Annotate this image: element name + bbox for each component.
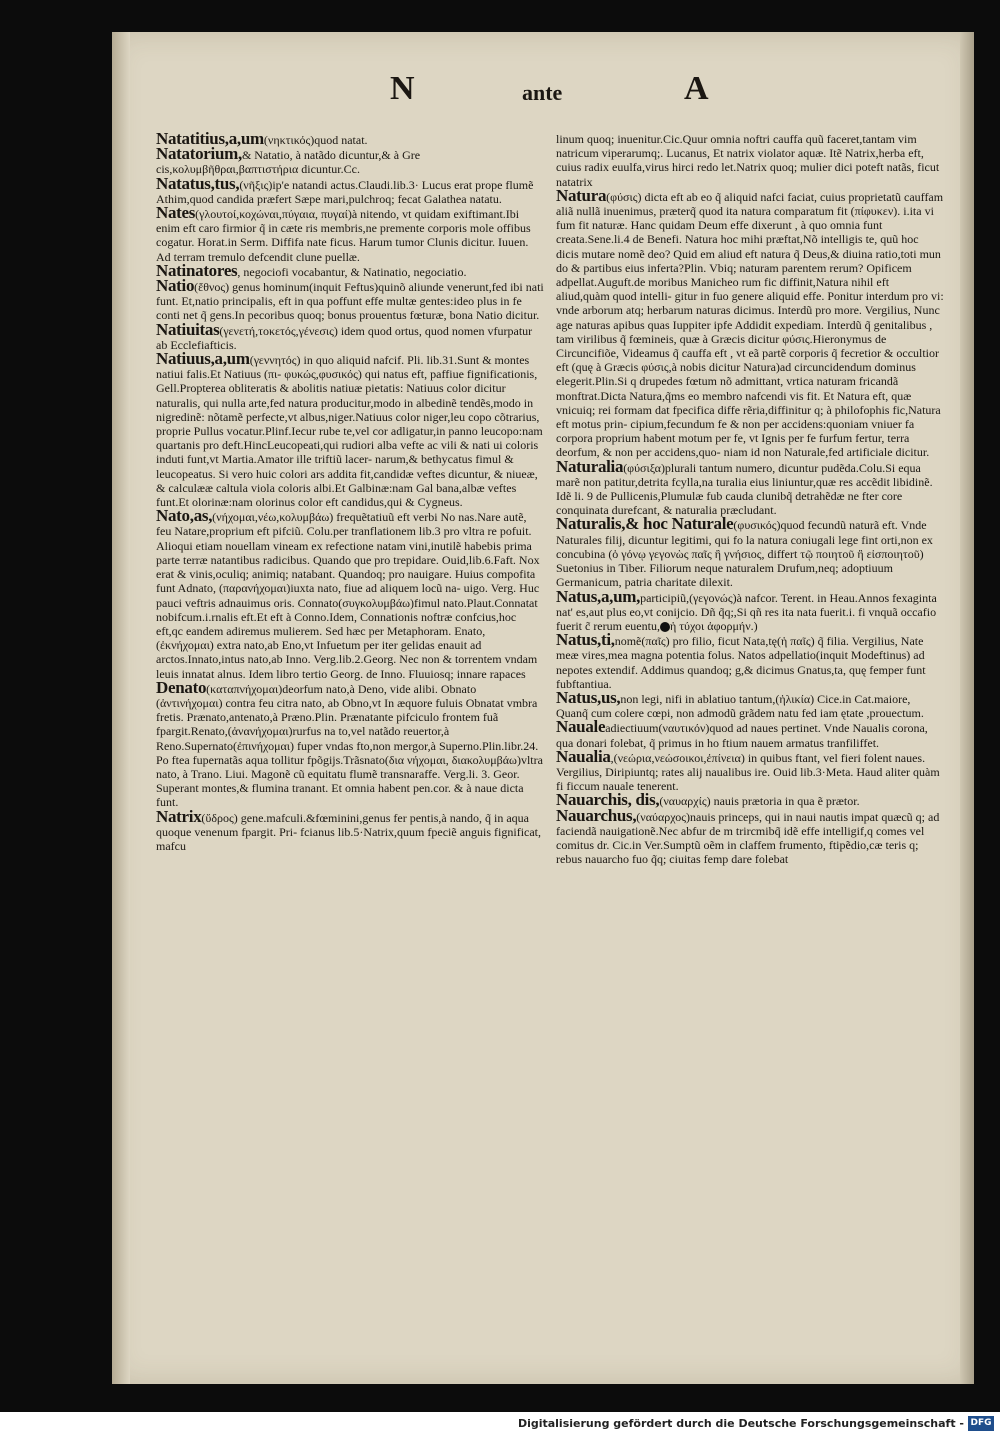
entry-headword: Natatus,tus, — [156, 173, 240, 193]
entry-text: (ναυαρχίς) nauis prætoria in qua ẽ prætor. — [659, 794, 860, 809]
entry-headword: Naturalis,& hoc Naturale — [556, 514, 734, 534]
entry-text: (καταπνήχομαι)deorfum nato,à Deno, vide alibi. Obnato (ἀντινήχομαι) contra feu citra nato, ab Obno,vt In æquore fuluis Obnatat vmbra fretis. Prænato,antenato,à Præno.Plin. Prænatante pifciculo frontem fuã fpargit.Renato,(ἀνανήχομαι)rurfus na to,vel natãdo reuertor,à Reno.Supernato(ἐπινήχομαι) fuper vndas fto,non mergor,à Superno.Plin.libr.24. Po ftea fupernatãs aqua tollitur fpõgijs.Trãsnato(δια νήχομαι, διακολυμβάω)vltra nato, à Trano. Liui. Magonẽ cũ equitatu flumẽ transnaraffe. Verg.li. 3. Geor. Superant montes,& flumina tranant. Et omnia habent pen.cor. & à naue dicta funt. — [156, 681, 543, 810]
entry-text: nomẽ(παῖς) pro filio, ficut Nata,tę(ἡ παῖς) q̃ filia. Vergilius, Nate meæ vires,mea magna potentia folus. Natos adpellatio(inquit Modeftinus) ad nepotes extendif. Addimus quandoq; g,& dicimus Gnatus,ta, quę femper funt fubftantiua. — [556, 634, 926, 691]
header-left-letter: N — [390, 70, 415, 107]
entry-headword: Natiuus,a,um — [156, 349, 250, 369]
dictionary-entry — [556, 586, 944, 634]
entry-headword: Naualia — [556, 746, 611, 766]
entry-text: & Natatio, à natãdo dicuntur,& à Gre cis,κολυμβῆθραι,βαπτιστήρια dicuntur.Cc. — [156, 148, 421, 177]
header-center-word: ante — [522, 80, 563, 105]
right-column — [556, 132, 944, 1292]
entry-text: (ναύαρχος)nauis princeps, qui in naui nautis impat quæcũ q; ad faciendã nauigationẽ.Nec abfur de m trircmibq̃ idẽ effe intelligif,q comes vel comitus dr. Cic.in Ver.Sumptũ oẽm in claffem frumento, ftipẽdio,cæ teris q; rebus nauarcho fuo q̃q; ciuitas femp dare folebat — [556, 809, 940, 867]
entry-headword: Denato — [156, 677, 207, 697]
entry-text: linum quoq; inuenitur.Cic.Quur omnia noftri cauffa quũ faceret,tantam vim natricum viperarumq;. Lucanus, Et natrix violator aquæ. Itẽ Natrix,herba eft, cuius radix euulfa,virus hirci redo let.Natrix quoq; mulier dici poteft natãs, ficut natatrix — [556, 132, 940, 189]
entry-text: (ἔθνος) genus hominum(inquit Feftus)quinõ aliunde venerunt,fed ibi nati funt. Et,natio principalis, eft in qua poffunt effe multæ gentes:ideo plus in fe conti net q̃ gens.In pecoribus quoq; bonus prouentus fœturæ, bona Natio dicitur. — [156, 280, 544, 323]
dictionary-entry — [556, 630, 944, 691]
entry-text: ,(νεώρια,νεώσοικοι,ἐπίνεια) in quibus ftant, vel fieri folent naues. Vergilius, Diripiuntq; rates alij naualibus ire. Ouid lib.3·Meta. Haud aliter quàm fi ficcum nauale tenerent. — [556, 750, 940, 794]
header-right-letter: A — [684, 70, 709, 107]
footer-bar — [0, 1412, 1000, 1435]
entry-text: participiũ,(γεγονώς)à nafcor. Terent. in Heau.Annos fexaginta nat' es,aut plus eo,vt conijcio. Dñ q̃q;,Si qñ res ita nata fuerit.i. fi vnquã occafio fuerit c̃ rerum euentu, — [556, 590, 937, 633]
footer-credit: Digitalisierung gefördert durch die Deutsche Forschungsgemeinschaft - — [517, 1417, 964, 1430]
entry-text: (φυσικός)quod fecundũ naturã eft. Vnde Naturales filij, dicuntur legitimi, qui fo la natura coniugali lege fint orti,non ex concubina (ὁ γόνῳ γεγονὼς παῖς ἢ γνήσιος, differt τῷ ποιητοῦ ἢ εἰσποιητοῦ) Suetonius in Tiber. Filiorum neque naturalem Drufum,neq; adoptiuum Germanicum, patria charitate dilexit. — [556, 518, 933, 590]
dictionary-entry — [556, 805, 944, 867]
entry-headword: Nauarchis, dis, — [556, 790, 660, 810]
entry-text: (ὕδρος) gene.mafculi.&fœminini,genus fer pentis,à nando, q̃ in aqua quoque venenum fpargit. Pri- fcianus lib.5·Natrix,quum fpeciẽ anguis fignificat, mafcu — [156, 810, 542, 853]
dictionary-entry — [156, 173, 544, 206]
entry-text: (φύσιξα)plurali tantum numero, dicuntur pudẽda.Colu.Si equa marẽ non patitur,detrita fcylla,na turalia eius liniuntur,quæ res accẽdit libidinẽ. Idẽ li. 9 de Pullicenis,Plumulæ fub cauda clunibq̃ detrahẽdæ ne fter core conquinata durefcant, & naturalia præcludant. — [556, 460, 933, 518]
entry-text: (νηκτικός)quod natat. — [263, 133, 368, 147]
entry-headword: Natura — [556, 185, 607, 205]
entry-headword: Natiuitas — [156, 319, 220, 339]
dictionary-entry — [156, 506, 544, 681]
entry-text: adiectiuum(ναυτικόν)quod ad naues pertinet. Vnde Naualis corona, qua donari folebat, q̃ primus in ho ftium nauem armatus tranfiliffet. — [556, 721, 928, 750]
dictionary-entry — [156, 260, 544, 280]
entry-headword: Natus,us, — [556, 687, 621, 707]
entry-headword: Nato,as, — [156, 506, 213, 526]
entry-text-tail: ἡ τύχοι ἀφορμήν.) — [669, 618, 758, 633]
dictionary-entry — [156, 276, 544, 323]
dictionary-entry — [556, 132, 944, 189]
dictionary-entry — [556, 717, 944, 750]
entry-text: (γλουτοί,κοχώναι,πύγαια, πυγαί)à nitendo, vt quidam exiftimant.Ibi enim eft caro firmior q̃ in cæte ris membris,ne premente corporis mole offibus cogatur. Horat.in Serm. Diffifa nate ficus. Harum tumor Clunis dicitur. Iuuen. Ad terram tremulo defcendit clune puellæ. — [156, 207, 531, 264]
page-edge — [960, 32, 974, 1384]
dictionary-entry — [156, 144, 544, 177]
dictionary-entry — [156, 319, 544, 352]
dictionary-entry — [156, 677, 544, 810]
entry-headword: Nauarchus, — [556, 805, 637, 825]
ink-blot-icon — [660, 622, 670, 632]
running-header — [112, 70, 974, 110]
entry-headword: Natio — [156, 276, 195, 296]
entry-text: non legi, nifi in ablatiuo tantum,(ἡλικία) Cice.in Cat.maiore, Quanq̃ cum colere cœpi, non admodũ grãdem natu fed iam ętate ,prouectum. — [556, 691, 924, 721]
entry-headword: Natus,ti, — [556, 630, 615, 650]
entry-headword: Natinatores — [156, 260, 238, 280]
entry-text: (γενετή,τοκετός,γένεσις) idem quod ortus, quod nomen vfurpatur ab Ecclefiafticis. — [156, 323, 533, 352]
entry-headword: Nates — [156, 203, 196, 223]
dictionary-entry — [556, 185, 944, 460]
dfg-logo-icon: DFG — [968, 1416, 994, 1431]
entry-headword: Nauale — [556, 717, 606, 737]
entry-headword: Natus,a,um, — [556, 586, 641, 606]
dictionary-entry — [556, 456, 944, 518]
dictionary-entry — [156, 806, 544, 854]
entry-headword: Natatitius,a,um — [156, 132, 264, 148]
dictionary-entry — [156, 349, 544, 510]
entry-text: (φύσις) dicta eft ab eo q̃ aliquid nafci faciat, cuius proprietatũ cauffam aliã nullã inuenimus, præterq̃ quod ita natura comparatum fit (πίφυκεν). i.ita vi fum fit naturæ. Hanc quidam Deum effe dixerunt , à quo omnia funt creata.Sene.li.4 de Benefi. Natura hoc mihi præftat,Nõ intelligis te, quũ hoc dicis mutare nomẽ deo? Quid em aliud eft natura q̃ Deus,& diuina ratio,toti mun do & partibus eius inferta?Plin. Vbiq; naturam parentem rerum? Opificem adpellat.Auguft.de moribus Manicheo rum fic diffinit,Natura nihil eft aliud,quàm quod intelli- gitur in fuo genere aliquid effe. Ponitur interdum pro vi: vnde arborum atq; herbarum naturas dicimus. Interdũ pro more. Vergilius, Nunc age naturas apibus quas Iuppiter ipfe Addidit expediam. Interdũ q̃ genitalibus , tam virilibus q̃ fœmineis, quæ à Græcis dicitur φύσις.Hieronymus de Circuncifiõe, Videamus q̃ cauffa eft , vt eã partẽ corporis q̃ fecretior & occultior eft (quę à Græcis φύσις,à nobis dicitur Natura)ad circuncidendum dominus elegerit.Plin.Si q drupedes fœtum nõ admittant, vrtica naturam fricandã monftrat.Dicta Natura,q̃ms eo membro nafcendi vis fit. Et Natura eft, quæ vnicuiq; rei formam dat fpecifica diffe rẽria,diffinitur q; à philofophis fic,Natura eft motus prin- cipium,fecundum fe & non per accidens:quoniam vniuer fa corpora proprium habent motum per fe, vt Ignis per fe furfum fertur, terra deorfum, & non per accidens,quo- niam id non Naturale,fed artificiale dicitur. — [556, 189, 944, 460]
page-gutter — [112, 32, 130, 1384]
dictionary-entry — [556, 687, 944, 721]
dictionary-entry — [156, 203, 544, 264]
dictionary-entry — [556, 746, 944, 794]
entry-headword: Natatorium, — [156, 144, 242, 164]
entry-headword: Natrix — [156, 806, 202, 826]
entry-text: (νῆξις)ip'e natandi actus.Claudi.lib.3· Lucus erat prope flumẽ Athim,quod candida præfert Sæpe mari,pulchroq; fecat Galathea natatu. — [156, 177, 534, 206]
book-page — [112, 32, 974, 1384]
entry-text: , negociofi vocabantur, & Natinatio, negociatio. — [237, 264, 467, 279]
left-column — [156, 132, 544, 1292]
dictionary-entry — [556, 514, 944, 590]
entry-text: (νήχομαι,νέω,κολυμβάω) frequẽtatiuũ eft verbi No nas.Nare autẽ, feu Natare,proprium eft pifciũ. Colu.per tranflationem lib.3 pro vltra re pofuit. Alioqui etiam nouellam vineam ex refectione natam vini,inutilẽ habebis prima parte terræ natantibus radicibus. Quando que pro trepidare. Ouid,lib.6.Faft. Nox erat & vinis,oculiq; animiq; natabant. Quandoq; pro nauigare. Huius compofita funt Adnato, (παρανήχομαι)iuxta nato, fiue ad aliquem locũ na- uigo. Verg. Huc pauci veftris adnauimus oris. Connato(συγκολυμβάω)fimul nato.Plaut.Connatat nobifcum.i.rnalis eft.Et eft à Conno.Idem, Connationis noftræ confcius,hoc eft,qc eandem adiremus mulierem. Sed hæc per Metaphoram. Enato, (ἐκνήχομαι) extra nato,ab Eno,vt Infuetum per iter gelidas enauit ad arctos.Innato,intus nato,ab Inno. Verg.lib.2.Georg. Nec non & torrentem vndam leuis innatat alnus. Idem libro tertio Georg. de Inno. Fluuiosq; innare rapaces — [156, 510, 540, 681]
entry-text: (γεννητός) in quo aliquid nafcif. Pli. lib.31.Sunt & montes natiui falis.Et Natiuus (πι- φυκώς,φυσικός) qui natus eft, paffiue fignificationis, Gell.Propterea obliteratis & abolitis natiuæ pietatis: Natiuus color dicitur naturalis, qui nulla arte,fed natura producitur,modo in albedinẽ tendẽs,modo in nigredinẽ: nõtamẽ perfecte,vt albus,niger.Natiuus color niger,leu copo cõtrarius, proprie Pullus vocatur.Plinf.Iecur rube te,vel cor adligatur,in panno leucopo:nam quartanis pro deft.HincLeucopeati,qui rudiori alba vefte ac vili & nati ui coloris induti funt,vt Martia.Amator ille triftiũ lacer- narum,& bethycatus fimul & leucopeatus. Si vero huic colori ars addita fit,candidæ veftes dicuntur, & niueæ, & calculææ caltula viola coloris albi.Et Galbinæ:nam Gal bana,albæ veftes funt.Et olorinæ:nam olorinus color eft candidus,qui & Cygneus. — [156, 353, 543, 510]
entry-headword: Naturalia — [556, 456, 624, 476]
